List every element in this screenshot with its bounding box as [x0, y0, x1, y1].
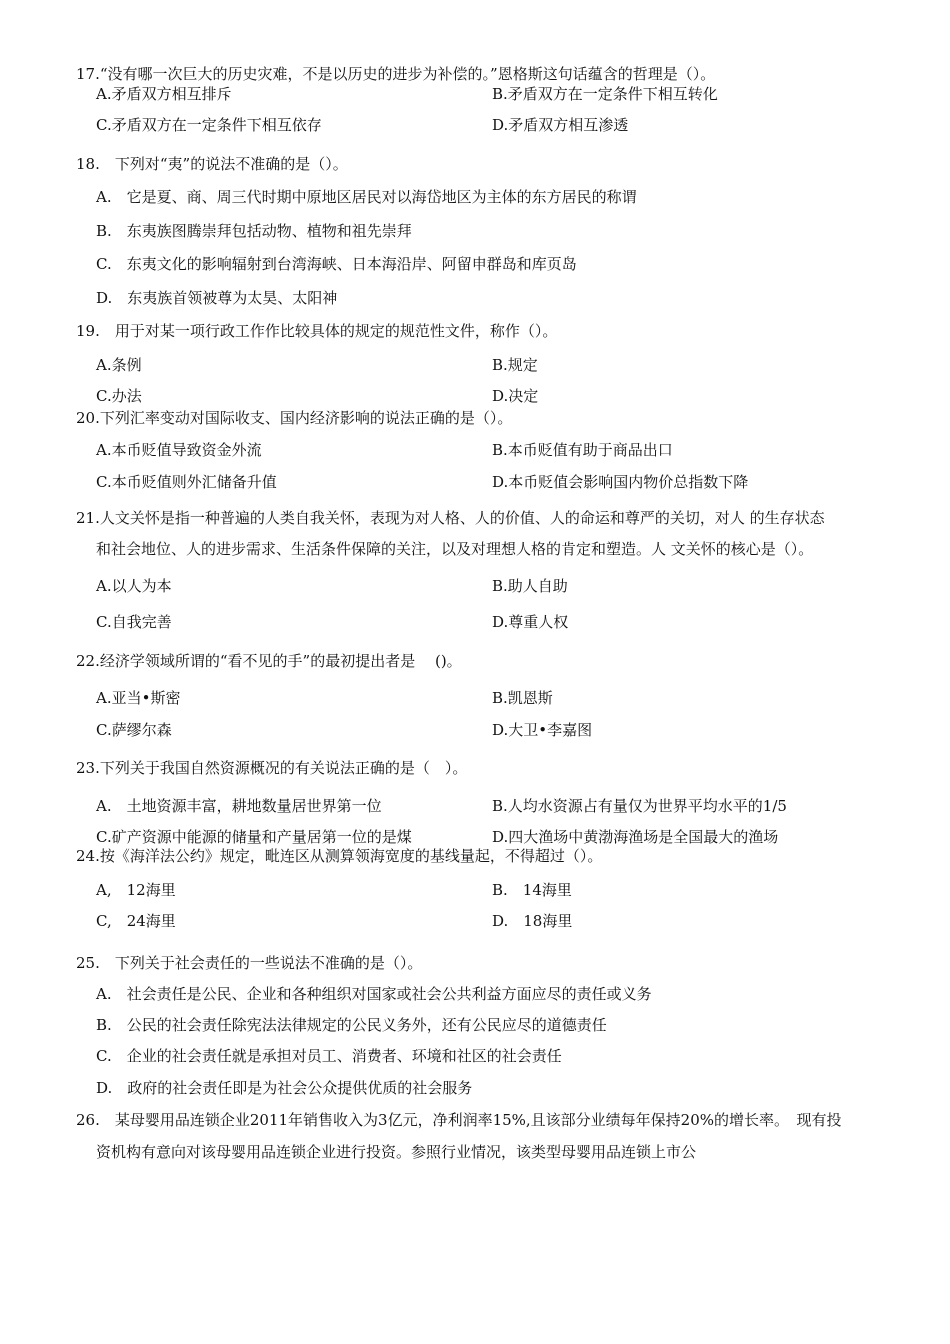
question-18-option-c: C. 东夷文化的影响辐射到台湾海峡、日本海沿岸、阿留申群岛和库页岛 [96, 255, 577, 273]
question-22-option-c: C.萨缪尔森 [96, 721, 172, 739]
question-23-stem: 23.下列关于我国自然资源概况的有关说法正确的是（ ）。 [76, 759, 468, 777]
question-20-option-b: B.本币贬值有助于商品出口 [492, 441, 673, 459]
question-24-option-b: B. 14海里 [492, 881, 572, 899]
question-17-stem: 17.“没有哪一次巨大的历史灾难，不是以历史的进步为补偿的。”恩格斯这句话蕴含的哲理是（）。 [76, 65, 716, 83]
question-25-option-a: A. 社会责任是公民、企业和各种组织对国家或社会公共利益方面应尽的责任或义务 [96, 985, 652, 1003]
question-22-option-a: A.亚当•斯密 [96, 689, 181, 707]
question-19-option-b: B.规定 [492, 356, 538, 374]
question-19-stem: 19. 用于对某一项行政工作作比较具体的规定的规范性文件，称作（）。 [76, 322, 558, 340]
question-21-stem-continued: 和社会地位、人的进步需求、生活条件保障的关注，以及对理想人格的肯定和塑造。人 文关怀的核心是（）。 [96, 540, 814, 558]
question-18-option-d: D. 东夷族首领被尊为太昊、太阳神 [96, 289, 338, 307]
question-17-option-b: B.矛盾双方在一定条件下相互转化 [492, 85, 718, 103]
question-20-option-d: D.本币贬值会影响国内物价总指数下降 [492, 473, 749, 491]
question-17-option-a: A.矛盾双方相互排斥 [96, 85, 232, 103]
question-23-option-b: B.人均水资源占有量仅为世界平均水平的1/5 [492, 797, 787, 815]
question-21-option-a: A.以人为本 [96, 577, 172, 595]
question-23-option-c: C.矿产资源中能源的储量和产量居第一位的是煤 [96, 828, 412, 846]
question-23-option-d: D.四大渔场中黄渤海渔场是全国最大的渔场 [492, 828, 779, 846]
question-25-option-b: B. 公民的社会责任除宪法法律规定的公民义务外，还有公民应尽的道德责任 [96, 1016, 607, 1034]
question-17-option-d: D.矛盾双方相互渗透 [492, 116, 629, 134]
question-20-option-c: C.本币贬值则外汇储备升值 [96, 473, 277, 491]
question-22-option-d: D.大卫•李嘉图 [492, 721, 593, 739]
question-21-option-d: D.尊重人权 [492, 613, 569, 631]
question-26-stem: 26. 某母婴用品连锁企业2011年销售收入为3亿元，净利润率15%,且该部分业绩每年保持20%的增长率。 现有投 [76, 1111, 842, 1129]
question-21-stem: 21.人文关怀是指一种普遍的人类自我关怀，表现为对人格、人的价值、人的命运和尊严的关切，对人 的生存状态 [76, 509, 825, 527]
question-25-option-c: C. 企业的社会责任就是承担对员工、消费者、环境和社区的社会责任 [96, 1047, 562, 1065]
question-21-option-c: C.自我完善 [96, 613, 172, 631]
question-22-stem: 22.经济学领域所谓的“看不见的手”的最初提出者是 ()。 [76, 652, 462, 670]
question-24-option-a: A, 12海里 [96, 881, 176, 899]
question-20-stem: 20.下列汇率变动对国际收支、国内经济影响的说法正确的是（）。 [76, 409, 513, 427]
question-18-option-a: A. 它是夏、商、周三代时期中原地区居民对以海岱地区为主体的东方居民的称谓 [96, 188, 637, 206]
question-18-option-b: B. 东夷族图腾崇拜包括动物、植物和祖先崇拜 [96, 222, 412, 240]
question-19-option-d: D.决定 [492, 387, 539, 405]
question-20-option-a: A.本币贬值导致资金外流 [96, 441, 262, 459]
question-18-stem: 18. 下列对“夷”的说法不准确的是（）。 [76, 155, 348, 173]
question-22-option-b: B.凯恩斯 [492, 689, 553, 707]
question-24-stem: 24.按《海洋法公约》规定，毗连区从测算领海宽度的基线量起，不得超过（）。 [76, 847, 603, 865]
question-25-stem: 25. 下列关于社会责任的一些说法不准确的是（）。 [76, 954, 423, 972]
question-24-option-c: C, 24海里 [96, 912, 176, 930]
question-19-option-a: A.条例 [96, 356, 142, 374]
question-23-option-a: A. 土地资源丰富，耕地数量居世界第一位 [96, 797, 382, 815]
question-17-option-c: C.矛盾双方在一定条件下相互依存 [96, 116, 322, 134]
question-26-stem-continued: 资机构有意向对该母婴用品连锁企业进行投资。参照行业情况，该类型母婴用品连锁上市公 [96, 1143, 697, 1161]
question-19-option-c: C.办法 [96, 387, 142, 405]
question-21-option-b: B.助人自助 [492, 577, 568, 595]
question-24-option-d: D. 18海里 [492, 912, 573, 930]
question-25-option-d: D. 政府的社会责任即是为社会公众提供优质的社会服务 [96, 1079, 473, 1097]
